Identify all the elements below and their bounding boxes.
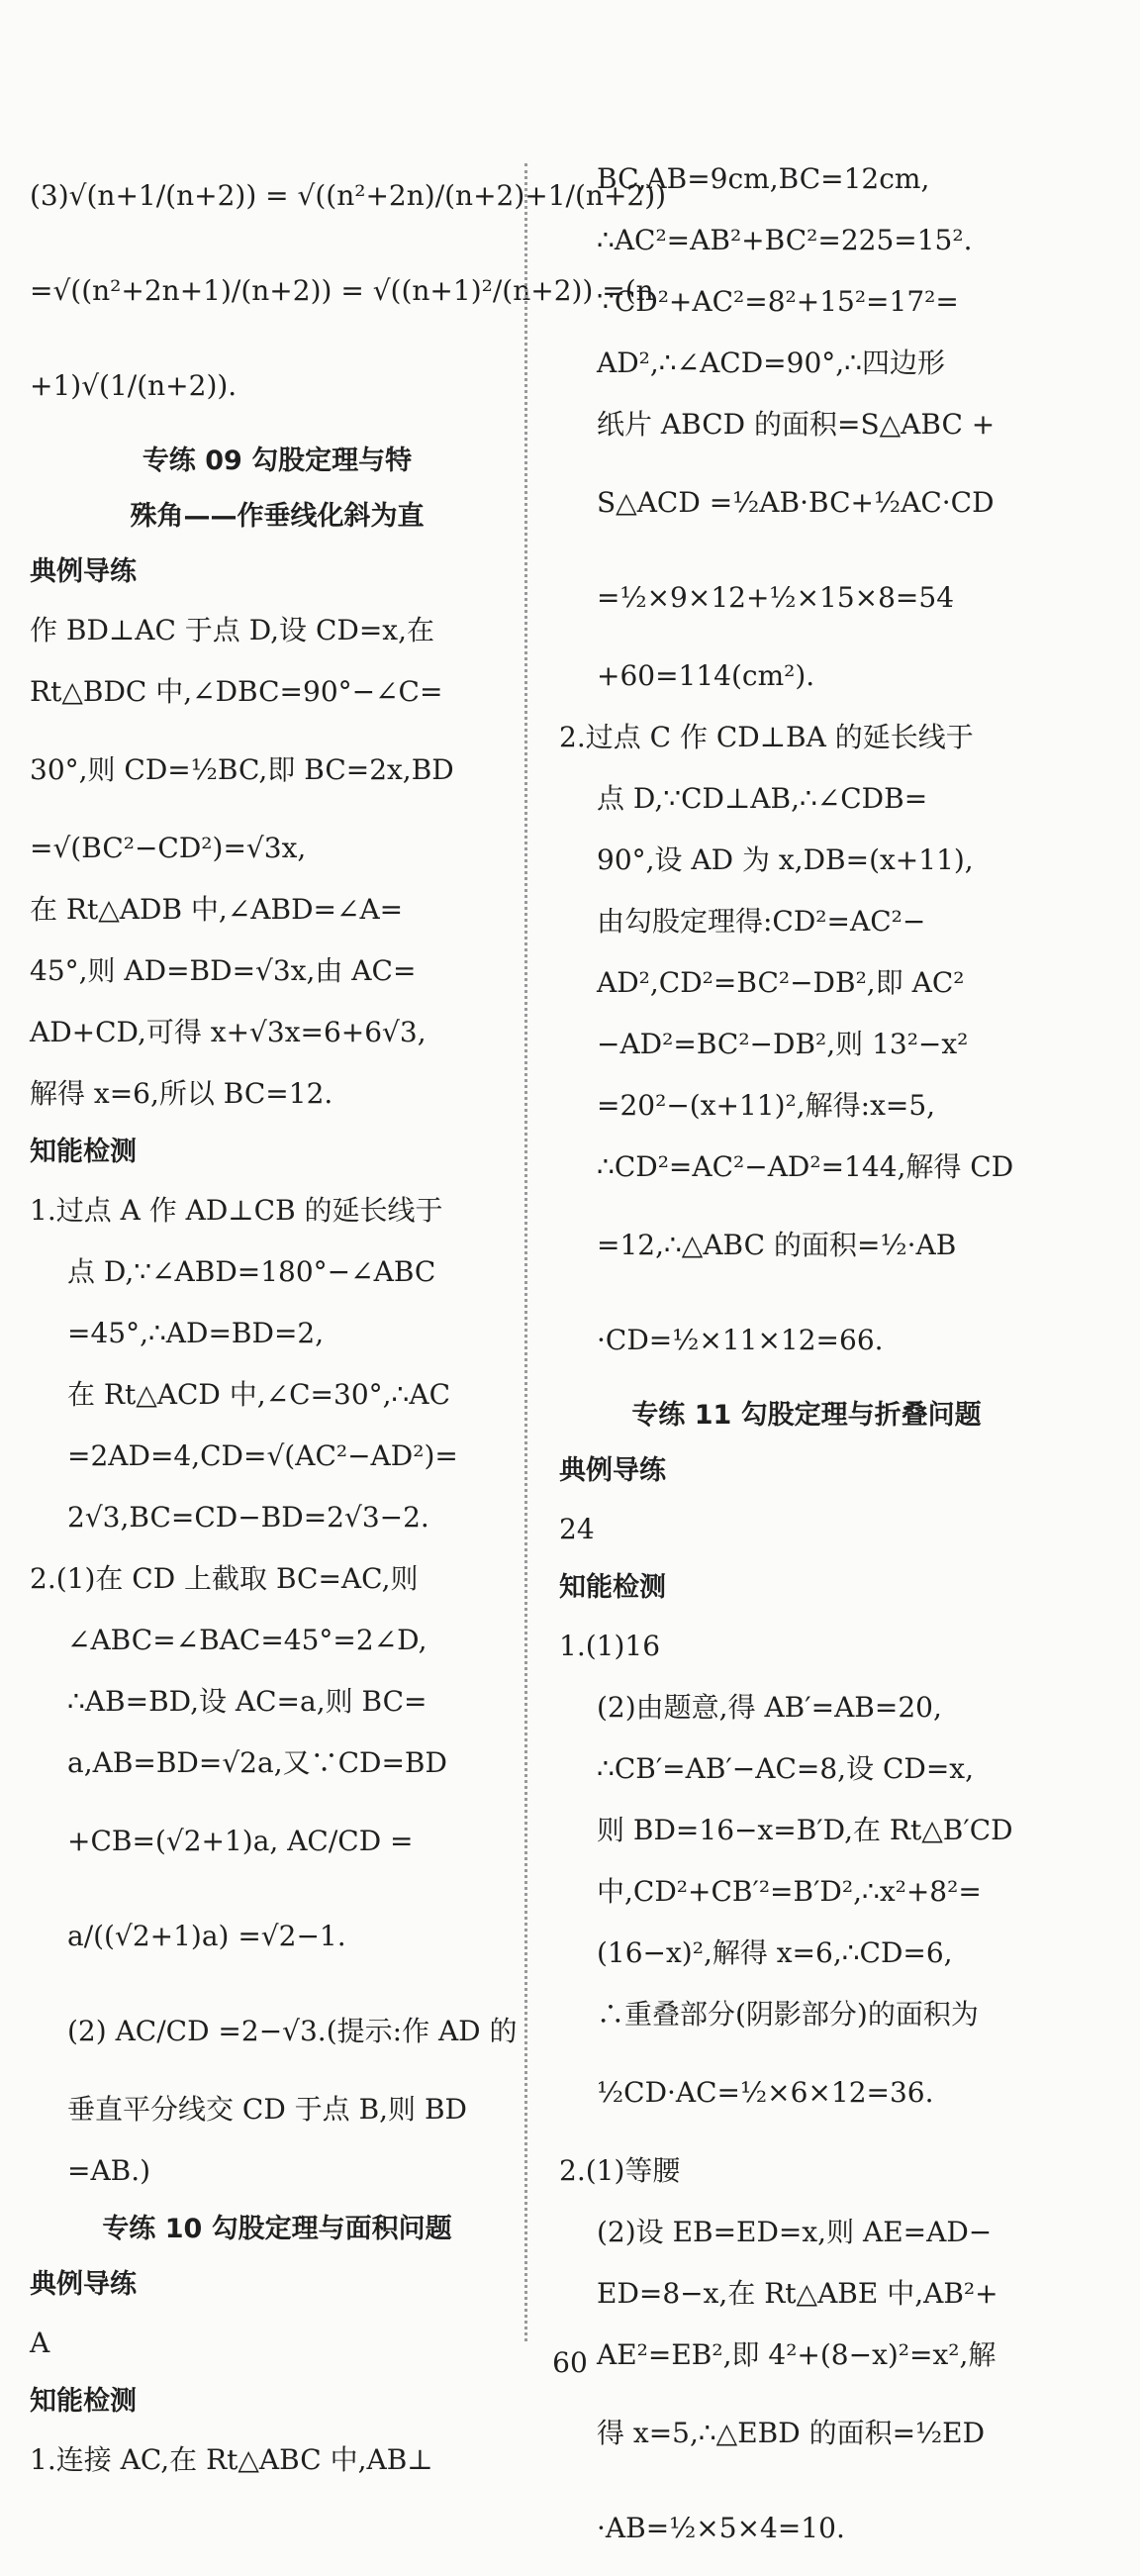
text-line: 作 BD⊥AC 于点 D,设 CD=x,在	[30, 614, 434, 646]
text-line: =√((n²+2n+1)/(n+2)) = √((n+1)²/(n+2)) =(n	[30, 274, 654, 307]
text-line: S△ACD =½AB·BC+½AC·CD	[597, 486, 995, 519]
text-line: a/((√2+1)a) =√2−1.	[67, 1920, 346, 1952]
text-line: ½CD·AC=½×6×12=36.	[597, 2076, 934, 2109]
section-heading: 专练 10 勾股定理与面积问题	[102, 2214, 452, 2244]
text-line: +1)√(1/(n+2)).	[30, 369, 238, 402]
text-line: 2.(1)在 CD 上截取 BC=AC,则	[30, 1562, 419, 1595]
text-line: 纸片 ABCD 的面积=S△ABC +	[597, 408, 996, 441]
text-line: =12,∴△ABC 的面积=½·AB	[597, 1229, 957, 1261]
text-line: 45°,则 AD=BD=√3x,由 AC=	[30, 954, 417, 987]
text-line: =20²−(x+11)²,解得:x=5,	[597, 1089, 936, 1122]
right-column	[559, 149, 1054, 2576]
text-line: (2)设 EB=ED=x,则 AE=AD−	[597, 2216, 993, 2248]
text-line: ∴CD²=AC²−AD²=144,解得 CD	[597, 1150, 1014, 1183]
text-line: 点 D,∵CD⊥AB,∴∠CDB=	[597, 782, 928, 815]
text-line: 垂直平分线交 CD 于点 B,则 BD	[67, 2093, 467, 2126]
text-line: 2.(1)等腰	[559, 2154, 681, 2187]
text-line: (2)由题意,得 AB′=AB=20,	[597, 1691, 942, 1724]
text-line: ·AB=½×5×4=10.	[597, 2512, 845, 2544]
text-line: 解得 x=6,所以 BC=12.	[30, 1077, 333, 1110]
section-heading: 典例导练	[30, 556, 137, 587]
text-line: =45°,∴AD=BD=2,	[67, 1317, 325, 1349]
text-line: (3)√(n+1/(n+2)) = √((n²+2n)/(n+2)+1/(n+2))	[30, 179, 667, 212]
section-heading: 知能检测	[559, 1572, 666, 1603]
section-heading: 知能检测	[30, 1137, 137, 1167]
text-line: +CB=(√2+1)a, AC/CD =	[67, 1825, 414, 1857]
text-line: Rt△BDC 中,∠DBC=90°−∠C=	[30, 675, 443, 708]
text-line: +60=114(cm²).	[597, 659, 815, 692]
text-line: ∴重叠部分(阴影部分)的面积为	[597, 1998, 979, 2031]
text-line: 1.连接 AC,在 Rt△ABC 中,AB⊥	[30, 2443, 433, 2476]
text-line: ∠ABC=∠BAC=45°=2∠D,	[67, 1624, 428, 1656]
text-line: AD²,CD²=BC²−DB²,即 AC²	[597, 966, 965, 999]
text-line: −AD²=BC²−DB²,则 13²−x²	[597, 1028, 969, 1060]
text-line: A	[30, 2327, 50, 2359]
text-line: =AB.)	[67, 2154, 151, 2187]
text-line: 在 Rt△ADB 中,∠ABD=∠A=	[30, 893, 404, 926]
text-line: ∴CB′=AB′−AC=8,设 CD=x,	[597, 1752, 974, 1785]
text-line: 2√3,BC=CD−BD=2√3−2.	[67, 1501, 429, 1534]
text-line: 得 x=5,∴△EBD 的面积=½ED	[597, 2417, 986, 2449]
section-heading: 知能检测	[30, 2386, 137, 2417]
section-heading: 专练 09 勾股定理与特	[142, 446, 413, 476]
section-heading: 典例导练	[559, 1455, 666, 1486]
text-line: 1.(1)16	[559, 1630, 661, 1662]
text-line: 90°,设 AD 为 x,DB=(x+11),	[597, 843, 974, 876]
text-line: =2AD=4,CD=√(AC²−AD²)=	[67, 1439, 458, 1472]
section-heading: 殊角——作垂线化斜为直	[130, 501, 425, 532]
text-line: BC,AB=9cm,BC=12cm,	[597, 162, 930, 195]
text-line: 在 Rt△ACD 中,∠C=30°,∴AC	[67, 1378, 450, 1411]
section-heading: 典例导练	[30, 2269, 137, 2300]
text-line: 2.过点 C 作 CD⊥BA 的延长线于	[559, 721, 974, 753]
text-line: AD+CD,可得 x+√3x=6+6√3,	[30, 1016, 427, 1048]
text-line: ∵CD²+AC²=8²+15²=17²=	[597, 285, 959, 318]
text-line: 24	[559, 1513, 595, 1545]
text-line: AE²=EB²,即 4²+(8−x)²=x²,解	[597, 2338, 997, 2371]
text-line: (16−x)²,解得 x=6,∴CD=6,	[597, 1936, 953, 1969]
page-number: 60	[552, 2346, 588, 2379]
section-heading: 专练 11 勾股定理与折叠问题	[631, 1400, 982, 1431]
text-line: ED=8−x,在 Rt△ABE 中,AB²+	[597, 2277, 998, 2310]
text-line: (2) AC/CD =2−√3.(提示:作 AD 的	[67, 2015, 518, 2047]
text-line: ∴AB=BD,设 AC=a,则 BC=	[67, 1685, 428, 1718]
text-line: =√(BC²−CD²)=√3x,	[30, 832, 307, 864]
text-line: ∴AC²=AB²+BC²=225=15².	[597, 224, 973, 256]
text-line: ·CD=½×11×12=66.	[597, 1324, 884, 1356]
text-line: 1.过点 A 作 AD⊥CB 的延长线于	[30, 1194, 443, 1227]
text-line: 中,CD²+CB′²=B′D²,∴x²+8²=	[597, 1875, 982, 1908]
text-line: =½×9×12+½×15×8=54	[597, 581, 955, 614]
text-line: 则 BD=16−x=B′D,在 Rt△B′CD	[597, 1814, 1013, 1846]
text-line: 点 D,∵∠ABD=180°−∠ABC	[67, 1255, 436, 1288]
text-line: AD²,∴∠ACD=90°,∴四边形	[597, 347, 945, 379]
column-divider	[524, 163, 527, 2341]
text-line: 由勾股定理得:CD²=AC²−	[597, 905, 926, 938]
text-line: 30°,则 CD=½BC,即 BC=2x,BD	[30, 753, 454, 786]
text-line: a,AB=BD=√2a,又∵CD=BD	[67, 1746, 447, 1779]
